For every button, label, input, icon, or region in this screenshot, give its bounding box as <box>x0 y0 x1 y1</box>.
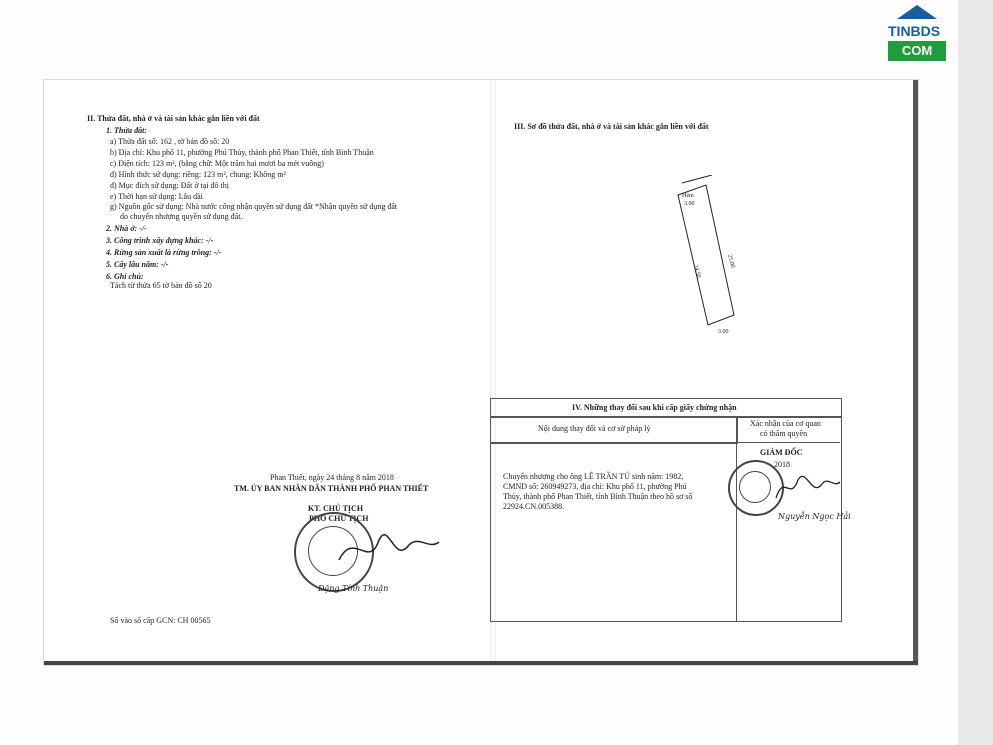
section-iii-heading: III. Sơ đồ thửa đất, nhà ở và tài sản khác gắn liền với đất <box>514 122 709 131</box>
address: b) Địa chỉ: Khu phố 11, phường Phú Thủy, thành phố Phan Thiết, tỉnh Bình Thuận <box>110 148 374 157</box>
issuing-org: TM. ỦY BAN NHÂN DÂN THÀNH PHỐ PHAN THIẾT <box>234 484 429 493</box>
usage-purpose: đ) Mục đích sử dụng: Đất ở tại đô thị <box>110 181 229 190</box>
plot-top-label: 3.00 <box>684 201 695 207</box>
plot-number: a) Thửa đất số: 162 , tờ bản đồ số: 20 <box>110 137 230 146</box>
section-ii-heading: II. Thửa đất, nhà ở và tài sản khác gắn liền với đất <box>87 114 260 123</box>
logo-word-bottom: COM <box>888 41 946 61</box>
changes-table-title: IV. Những thay đổi sau khi cấp giấy chứng nhận <box>572 403 737 412</box>
house-label: 2. Nhà ở: -/- <box>106 224 147 233</box>
usage-term: e) Thời hạn sử dụng: Lâu dài <box>110 192 203 201</box>
other-works-label: 3. Công trình xây dựng khác: -/- <box>106 236 214 245</box>
register-number: Số vào sổ cấp GCN: CH 00565 <box>110 616 211 625</box>
issue-date: Phan Thiết, ngày 24 tháng 8 năm 2018 <box>270 473 394 482</box>
page-edge-right <box>913 80 918 665</box>
col2-header-line2: có thẩm quyền <box>760 429 808 438</box>
notes-text: Tách từ thửa 65 tờ bản đồ số 20 <box>110 281 212 290</box>
land-plot-label: 1. Thửa đất: <box>106 126 148 135</box>
forest-label: 4. Rừng sản xuất là rừng trồng: -/- <box>106 248 222 257</box>
page-edge-bottom <box>44 661 918 665</box>
confirm-date: 2018 <box>774 460 790 469</box>
signer-name: Đặng Tính Thuận <box>318 584 389 593</box>
col2-header-line1: Xác nhận của cơ quan <box>750 419 821 428</box>
signature-left <box>334 520 444 580</box>
notes-label: 6. Ghi chú: <box>106 272 144 281</box>
logo-word-top: TINBDS <box>888 23 941 39</box>
site-logo <box>888 5 946 63</box>
plot-right-label: 25.00 <box>726 253 736 269</box>
usage-origin: g) Nguồn gốc sử dụng: Nhà nước công nhận quyền sử dụng đất *Nhận quyền sử dụng đất <box>110 202 398 211</box>
right-margin <box>958 0 993 745</box>
plot-diagram <box>666 175 776 335</box>
director-title: GIÁM ĐỐC <box>760 448 803 457</box>
director-name: Nguyễn Ngọc Hải <box>778 512 851 521</box>
branch-seal-inner <box>739 471 771 503</box>
plot-left-label: 24.50 <box>692 263 702 279</box>
vice-chair: PHÓ CHỦ TỊCH <box>309 514 369 523</box>
change-content-3: Thủy, thành phố Phan Thiết, tỉnh Bình Thuận theo hồ sơ số <box>503 492 693 501</box>
usage-origin-cont: do chuyển nhượng quyền sử dụng đất. <box>120 212 243 221</box>
area: c) Diện tích: 123 m², (bằng chữ: Một trăm hai mươi ba mét vuông) <box>110 159 324 168</box>
plot-bottom-label: 3.00 <box>718 329 729 335</box>
col1-header: Nội dung thay đổi và cơ sở pháp lý <box>538 424 651 433</box>
change-content-4: 22924.CN.005388. <box>503 502 565 511</box>
header-divider <box>490 442 840 443</box>
signature-right <box>772 468 842 508</box>
certificate-page <box>44 80 918 665</box>
perennial-label: 5. Cây lâu năm: -/- <box>106 260 169 269</box>
change-content-2: CMND số: 260949273, địa chỉ: Khu phố 11, phường Phú <box>503 482 687 491</box>
usage-form: d) Hình thức sử dụng: riêng: 123 m², chung: Không m² <box>110 170 286 179</box>
plot-name-label: Hẻm <box>682 193 694 199</box>
on-behalf: KT. CHỦ TỊCH <box>308 504 364 513</box>
house-icon <box>897 5 937 19</box>
change-content-1: Chuyển nhượng cho ông LÊ TRẦN TÚ sinh năm: 1982, <box>503 472 684 481</box>
